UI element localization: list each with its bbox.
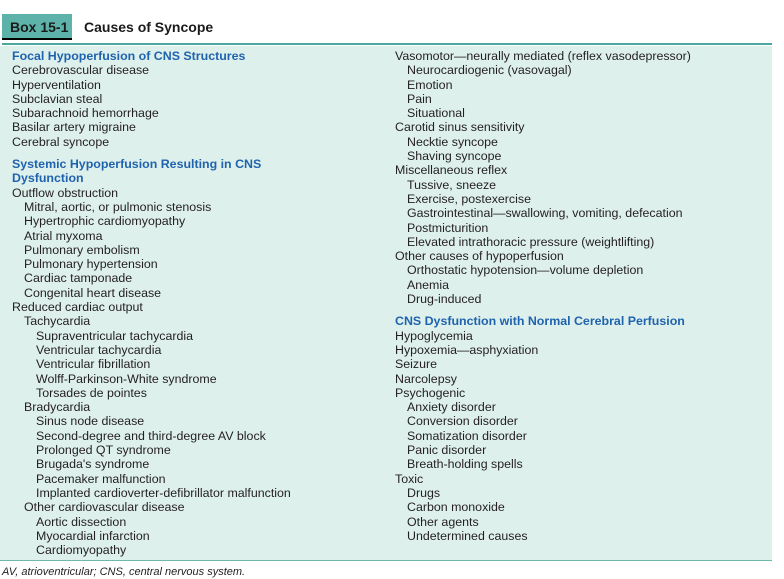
right-column — [395, 49, 765, 543]
list-item: Neurocardiogenic (vasovagal) — [407, 63, 572, 78]
list-item: Pulmonary hypertension — [24, 257, 158, 272]
list-item: Brugada's syndrome — [36, 457, 150, 472]
list-item: Congenital heart disease — [24, 285, 162, 300]
list-item: Shaving syncope — [407, 149, 502, 164]
subheading-vasomotor: Vasomotor—neurally mediated (reflex vasodepressor) — [395, 49, 691, 63]
list-item: Hypertrophic cardiomyopathy — [24, 214, 186, 229]
list-item: Basilar artery migraine — [12, 120, 136, 135]
section-heading-focal: Focal Hypoperfusion of CNS Structures — [12, 49, 246, 63]
list-item: Tussive, sneeze — [407, 177, 497, 192]
list-item: Somatization disorder — [407, 428, 527, 443]
box-number-label: Box 15-1 — [2, 14, 72, 40]
subheading-tachycardia: Tachycardia — [24, 314, 91, 329]
list-item: Pain — [407, 91, 432, 106]
list-item: Elevated intrathoracic pressure (weightlifting) — [407, 234, 655, 249]
list-item: Sinus node disease — [36, 414, 145, 429]
list-item: Prolonged QT syndrome — [36, 443, 171, 458]
list-item: Aortic dissection — [36, 514, 127, 529]
list-item: Pulmonary embolism — [24, 242, 140, 257]
list-item: Pacemaker malfunction — [36, 471, 166, 486]
list-item: Anemia — [407, 277, 450, 292]
subheading-other-hypoperfusion: Other causes of hypoperfusion — [395, 249, 564, 264]
list-item: Torsades de pointes — [36, 385, 147, 400]
list-item: Atrial myxoma — [24, 228, 103, 243]
list-item: Carbon monoxide — [407, 500, 505, 515]
list-item: Subarachnoid hemorrhage — [12, 106, 159, 121]
list-item: Undetermined causes — [407, 528, 528, 543]
list-item: Hypoglycemia — [395, 328, 473, 343]
list-item: Hypoxemia—asphyxiation — [395, 342, 539, 357]
box-title: Causes of Syncope — [84, 19, 214, 35]
subheading-carotid: Carotid sinus sensitivity — [395, 120, 525, 135]
box-header — [0, 10, 772, 46]
footnote: AV, atrioventricular; CNS, central nervous system. — [2, 566, 246, 578]
list-item: Anxiety disorder — [407, 400, 496, 415]
subheading-other-cardiovascular: Other cardiovascular disease — [24, 500, 185, 515]
list-item: Seizure — [395, 357, 438, 372]
list-item: Conversion disorder — [407, 414, 518, 429]
box-content — [0, 46, 772, 561]
list-item: Supraventricular tachycardia — [36, 328, 194, 343]
list-item: Breath-holding spells — [407, 457, 523, 472]
list-item: Ventricular fibrillation — [36, 357, 151, 372]
list-item: Cerebrovascular disease — [12, 63, 150, 78]
list-item: Panic disorder — [407, 443, 487, 458]
header-divider — [2, 43, 772, 45]
list-item: Wolff-Parkinson-White syndrome — [36, 371, 217, 386]
list-item: Necktie syncope — [407, 134, 498, 149]
section-heading-systemic-cont: Dysfunction — [12, 171, 84, 186]
list-item: Myocardial infarction — [36, 528, 150, 543]
subheading-toxic: Toxic — [395, 471, 424, 486]
list-item: Cerebral syncope — [12, 134, 110, 149]
list-item: Exercise, postexercise — [407, 191, 531, 206]
list-item: Drugs — [407, 485, 441, 500]
subheading-psychogenic: Psychogenic — [395, 385, 466, 400]
list-item: Drug-induced — [407, 292, 482, 307]
subheading-misc-reflex: Miscellaneous reflex — [395, 163, 508, 178]
list-item: Second-degree and third-degree AV block — [36, 428, 266, 443]
list-item: Other agents — [407, 514, 479, 529]
subheading-outflow: Outflow obstruction — [12, 185, 119, 200]
list-item: Cardiomyopathy — [36, 543, 127, 558]
list-item: Gastrointestinal—swallowing, vomiting, defecation — [407, 206, 683, 221]
list-item: Situational — [407, 106, 465, 121]
section-heading-cns: CNS Dysfunction with Normal Cerebral Perfusion — [395, 314, 685, 329]
list-item: Narcolepsy — [395, 371, 457, 386]
list-item: Ventricular tachycardia — [36, 342, 162, 357]
left-column — [12, 49, 382, 557]
list-item: Mitral, aortic, or pulmonic stenosis — [24, 199, 212, 214]
list-item: Postmicturition — [407, 220, 489, 235]
subheading-bradycardia: Bradycardia — [24, 400, 91, 415]
list-item: Implanted cardioverter-defibrillator malfunction — [36, 485, 291, 500]
list-item: Emotion — [407, 77, 453, 92]
subheading-reduced-output: Reduced cardiac output — [12, 300, 143, 315]
list-item: Cardiac tamponade — [24, 271, 133, 286]
list-item: Orthostatic hypotension—volume depletion — [407, 263, 644, 278]
list-item: Hyperventilation — [12, 77, 101, 92]
list-item: Subclavian steal — [12, 91, 103, 106]
section-heading-systemic: Systemic Hypoperfusion Resulting in CNS — [12, 157, 262, 172]
